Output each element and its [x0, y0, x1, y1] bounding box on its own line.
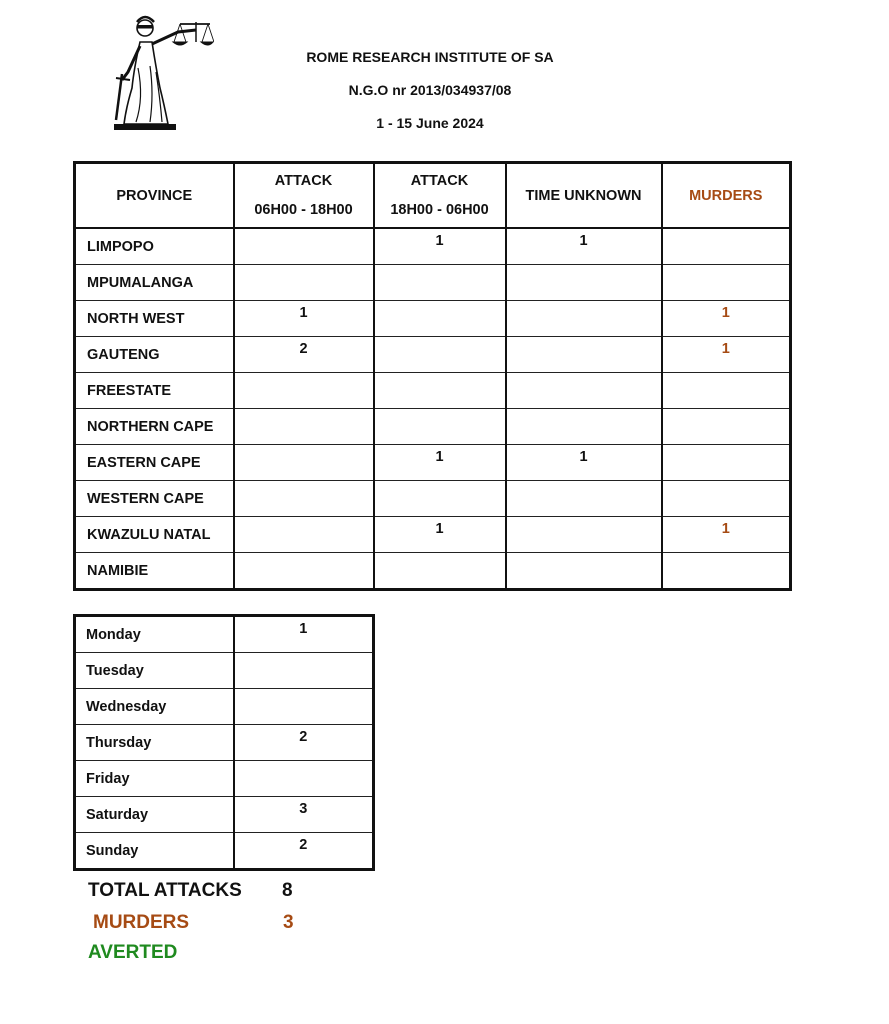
table-row	[75, 373, 791, 409]
time-unknown-cell	[506, 553, 662, 590]
day-name-cell: Thursday	[75, 725, 234, 761]
day-name-cell: Wednesday	[75, 689, 234, 725]
time-unknown-cell	[506, 265, 662, 301]
time-unknown-cell	[506, 517, 662, 553]
day-name-cell: Friday	[75, 761, 234, 797]
murders-cell	[662, 553, 791, 590]
averted-label: AVERTED	[88, 942, 178, 963]
murders-cell: 1	[662, 301, 791, 337]
province-cell: MPUMALANGA	[75, 265, 234, 301]
time-unknown-cell	[506, 373, 662, 409]
murders-cell: 1	[662, 337, 791, 373]
time-unknown-cell	[506, 409, 662, 445]
day-name-cell: Sunday	[75, 833, 234, 870]
table-row	[75, 265, 791, 301]
night-attack-cell	[374, 553, 506, 590]
day-attack-cell	[234, 265, 374, 301]
day-attack-cell	[234, 445, 374, 481]
table-row	[75, 797, 374, 833]
table-row	[75, 553, 791, 590]
province-cell: KWAZULU NATAL	[75, 517, 234, 553]
table-row	[75, 445, 791, 481]
murders-cell	[662, 409, 791, 445]
time-unknown-header: TIME UNKNOWN	[506, 163, 662, 229]
murders-cell	[662, 373, 791, 409]
night-attack-cell	[374, 301, 506, 337]
murders-cell	[662, 481, 791, 517]
province-cell: GAUTENG	[75, 337, 234, 373]
province-cell: FREESTATE	[75, 373, 234, 409]
day-count-cell	[234, 761, 374, 797]
time-unknown-cell	[506, 337, 662, 373]
day-attack-cell	[234, 228, 374, 265]
day-count-cell: 2	[234, 725, 374, 761]
night-attack-header-line2: 18H00 - 06H00	[390, 202, 489, 218]
murders-cell: 1	[662, 517, 791, 553]
province-cell: NAMIBIE	[75, 553, 234, 590]
day-attack-cell	[234, 373, 374, 409]
lady-justice-icon	[104, 8, 214, 134]
day-attack-header-line2: 06H00 - 18H00	[254, 202, 353, 218]
day-count-cell	[234, 689, 374, 725]
table-row	[75, 409, 791, 445]
table-row	[75, 833, 374, 870]
province-header: PROVINCE	[75, 163, 234, 229]
murders-cell	[662, 445, 791, 481]
night-attack-cell: 1	[374, 445, 506, 481]
time-unknown-cell: 1	[506, 445, 662, 481]
day-attack-cell	[234, 553, 374, 590]
table-row	[75, 517, 791, 553]
day-count-cell: 2	[234, 833, 374, 870]
day-count-cell: 3	[234, 797, 374, 833]
murders-label: MURDERS	[93, 912, 190, 933]
day-attack-cell	[234, 409, 374, 445]
day-attack-cell	[234, 481, 374, 517]
night-attack-cell: 1	[374, 517, 506, 553]
night-attack-cell	[374, 409, 506, 445]
day-count-cell	[234, 653, 374, 689]
murders-cell	[662, 228, 791, 265]
murders-header: MURDERS	[662, 163, 791, 229]
table-row	[75, 481, 791, 517]
province-cell: WESTERN CAPE	[75, 481, 234, 517]
table-row	[75, 616, 374, 653]
day-count-cell: 1	[234, 616, 374, 653]
murders-value: 3	[283, 912, 294, 933]
day-attack-cell: 1	[234, 301, 374, 337]
day-table	[73, 614, 375, 871]
day-attack-cell	[234, 517, 374, 553]
province-cell: NORTHERN CAPE	[75, 409, 234, 445]
table-row	[75, 301, 791, 337]
night-attack-cell	[374, 373, 506, 409]
table-row	[75, 761, 374, 797]
province-cell: LIMPOPO	[75, 228, 234, 265]
ngo-number: N.G.O nr 2013/034937/08	[348, 82, 512, 98]
province-table-header	[75, 163, 791, 229]
province-table	[73, 161, 792, 591]
province-cell: EASTERN CAPE	[75, 445, 234, 481]
night-attack-cell	[374, 265, 506, 301]
day-name-cell: Tuesday	[75, 653, 234, 689]
time-unknown-cell	[506, 301, 662, 337]
table-row	[75, 689, 374, 725]
day-attack-header	[234, 163, 374, 229]
day-name-cell: Saturday	[75, 797, 234, 833]
time-unknown-cell: 1	[506, 228, 662, 265]
day-attack-header-line1: ATTACK	[274, 173, 333, 189]
day-table-body	[75, 616, 374, 870]
table-row	[75, 228, 791, 265]
night-attack-cell	[374, 337, 506, 373]
time-unknown-cell	[506, 481, 662, 517]
table-row	[75, 653, 374, 689]
total-attacks-label: TOTAL ATTACKS	[88, 880, 242, 901]
night-attack-header	[374, 163, 506, 229]
day-attack-cell: 2	[234, 337, 374, 373]
day-name-cell: Monday	[75, 616, 234, 653]
murders-cell	[662, 265, 791, 301]
report-period: 1 - 15 June 2024	[376, 115, 484, 131]
total-attacks-value: 8	[282, 880, 293, 901]
night-attack-cell: 1	[374, 228, 506, 265]
org-title: ROME RESEARCH INSTITUTE OF SA	[306, 49, 554, 65]
night-attack-cell	[374, 481, 506, 517]
table-row	[75, 337, 791, 373]
province-cell: NORTH WEST	[75, 301, 234, 337]
table-row	[75, 725, 374, 761]
night-attack-header-line1: ATTACK	[410, 173, 469, 189]
province-table-body	[75, 228, 791, 590]
